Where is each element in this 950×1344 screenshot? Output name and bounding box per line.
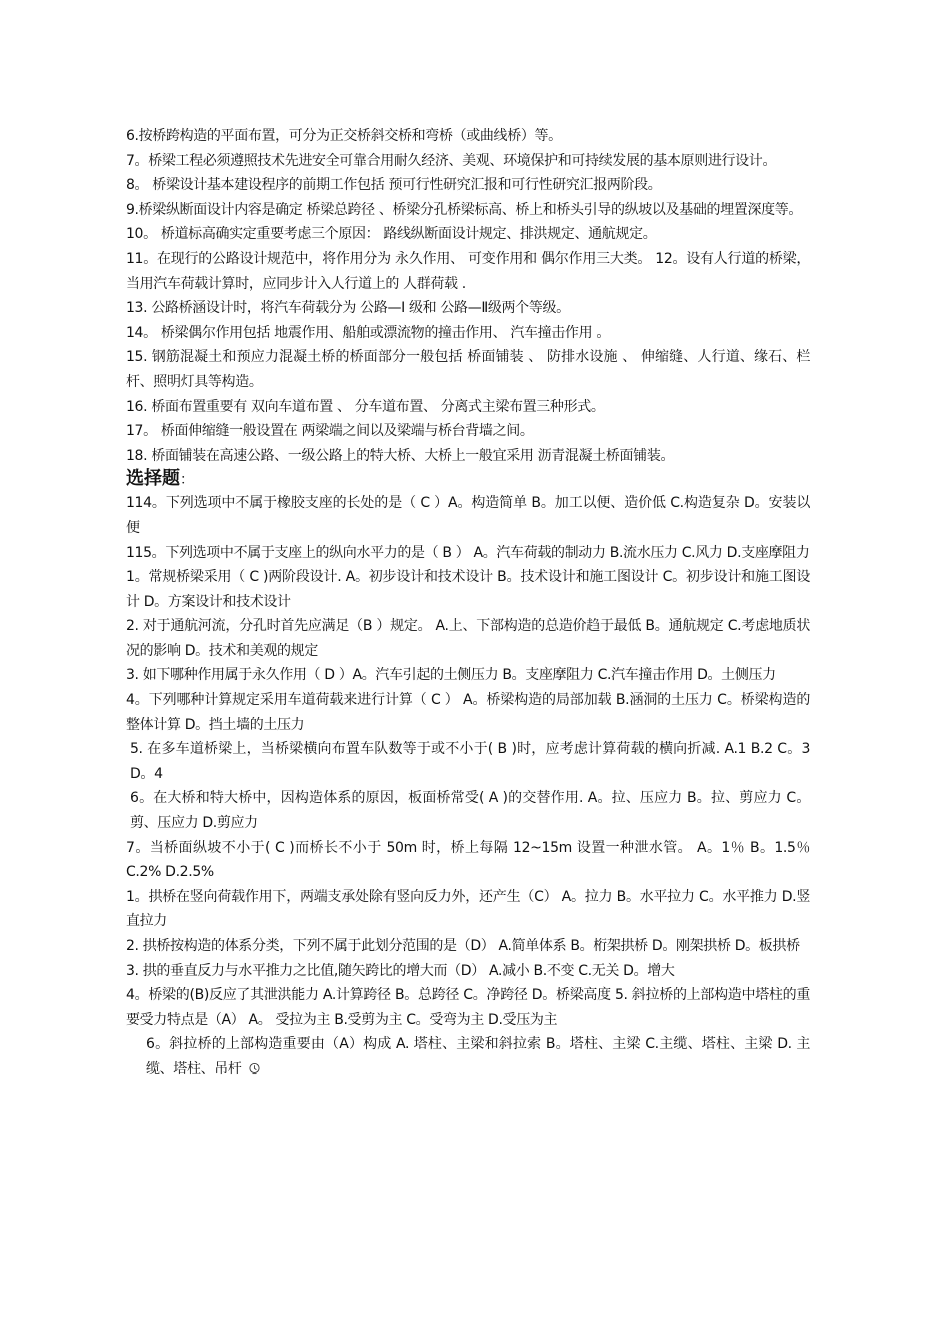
choice-section-heading: [126, 468, 810, 491]
fill-in-item-10: 10。 桥道标高确实定重要考虑三个原因： 路线纵断面设计规定、排洪规定、通航规定。: [126, 226, 657, 243]
choice-item-114: 114。下列选项中不属于橡胶支座的长处的是（ C ）A。构造简单 B。加工以便、造价低 C.构造复杂 D。安装以便: [126, 495, 810, 536]
fill-in-item-13: 13. 公路桥涵设计时，将汽车荷载分为 公路—I 级和 公路—Ⅱ级两个等级。: [126, 300, 570, 317]
choice-item-b3: 3. 拱的垂直反力与水平推力之比值,随矢跨比的增大而（D） A.减小 B.不变 C.无关 D。增大: [126, 962, 675, 979]
fill-in-item-7: 7。桥梁工程必须遵照技术先进安全可靠合用耐久经济、美观、环境保护和可持续发展的基本原则进行设计。: [126, 152, 777, 169]
choice-heading-text: 选择题: [126, 468, 180, 490]
choice-item-a5: 5. 在多车道桥梁上，当桥梁横向布置车队数等于或不小于( B )时，应考虑计算荷载的横向折减. A.1 B.2 C。3 D。4: [130, 741, 810, 782]
choice-item-b6: [126, 1032, 810, 1081]
document-body: [126, 124, 810, 1082]
choice-item-115: 115。下列选项中不属于支座上的纵向水平力的是（ B ） A。汽车荷载的制动力 B.流水压力 C.风力 D.支座摩阻力: [126, 544, 810, 561]
fill-in-item-9: 9.桥梁纵断面设计内容是确定 桥梁总跨径 、桥梁分孔桥梁标高、桥上和桥头引导的纵坡以及基础的埋置深度等。: [126, 201, 803, 218]
fill-in-item-11-12: 11。在现行的公路设计规范中，将作用分为 永久作用、 可变作用和 偶尔作用三大类。 12。设有人行道的桥梁，当用汽车荷载计算时，应同步计入人行道上的 人群荷载 .: [126, 250, 810, 292]
choice-item-a1: 1。常规桥梁采用（ C )两阶段设计. A。初步设计和技术设计 B。技术设计和施工图设计 C。初步设计和施工图设计 D。方案设计和技术设计: [126, 569, 810, 610]
choice-item-a3: 3. 如下哪种作用属于永久作用（ D ）A。汽车引起的土侧压力 B。支座摩阻力 C.汽车撞击作用 D。土侧压力: [126, 667, 776, 684]
fill-in-item-8: 8。 桥梁设计基本建设程序的前期工作包括 预可行性研究汇报和可行性研究汇报两阶段。: [126, 177, 662, 194]
choice-item-a7: 7。当桥面纵坡不小于( C )而桥长不小于 50m 时，桥上每隔 12~15m 设置一种泄水管。 A。1％ B。1.5％ C.2% D.2.5%: [126, 839, 810, 881]
choice-item-a6: 6。在大桥和特大桥中，因构造体系的原因，板面桥常受( A )的交替作用. A。拉、压应力 B。拉、剪应力 C。剪、压应力 D.剪应力: [130, 790, 810, 832]
choice-heading-colon: ：: [180, 472, 194, 489]
choice-item-b1: 1。拱桥在竖向荷载作用下，两端支承处除有竖向反力外，还产生（C） A。拉力 B。水平拉力 C。水平推力 D.竖直拉力: [126, 888, 810, 930]
fill-in-item-17: 17。 桥面伸缩缝一般设置在 两梁端之间以及梁端与桥台背墙之间。: [126, 423, 534, 440]
choice-item-a2: 2. 对于通航河流，分孔时首先应满足（B ）规定。 A.上、下部构造的总造价趋于最低 B。通航规定 C.考虑地质状况的影响 D。技术和美观的规定: [126, 618, 810, 659]
choice-item-a4: 4。下列哪种计算规定采用车道荷载来进行计算（ C ） A。桥梁构造的局部加载 B.涵洞的土压力 C。桥梁构造的整体计算 D。挡土墙的土压力: [126, 692, 810, 733]
fill-in-item-18: 18. 桥面铺装在高速公路、一级公路上的特大桥、大桥上一般宜采用 沥青混凝土桥面铺装。: [126, 447, 675, 464]
fill-in-item-15: 15. 钢筋混凝土和预应力混凝土桥的桥面部分一般包括 桥面铺装 、 防排水设施 、 伸缩缝、人行道、缘石、栏杆、照明灯具等构造。: [126, 349, 810, 390]
choice-item-b4-b5: 4。桥梁的(B)反应了其泄洪能力 A.计算跨径 B。总跨径 C。净跨径 D。桥梁高度 5. 斜拉桥的上部构造中塔柱的重要受力特点是（A） A。 受拉为主 B.受剪为主 C。受弯为主 D.受压为主: [126, 987, 810, 1028]
choice-item-b2: 2. 拱桥按构造的体系分类，下列不属于此划分范围的是（D） A.简单体系 B。桁架拱桥 D。刚架拱桥 D。板拱桥: [126, 938, 800, 954]
fill-in-item-16: 16. 桥面布置重要有 双向车道布置 、 分车道布置、 分离式主梁布置三种形式。: [126, 398, 605, 415]
handwritten-mark-icon: [248, 1062, 261, 1075]
fill-in-item-14: 14。 桥梁偶尔作用包括 地震作用、船舶或漂流物的撞击作用、 汽车撞击作用 。: [126, 324, 610, 341]
choice-item-b6-text: 6。斜拉桥的上部构造重要由（A）构成 A. 塔柱、主梁和斜拉索 B。塔柱、主梁 C.主缆、塔柱、主梁 D. 主缆、塔柱、吊杆: [146, 1036, 810, 1077]
fill-in-item-6: 6.按桥跨构造的平面布置，可分为正交桥斜交桥和弯桥（或曲线桥）等。: [126, 128, 562, 144]
